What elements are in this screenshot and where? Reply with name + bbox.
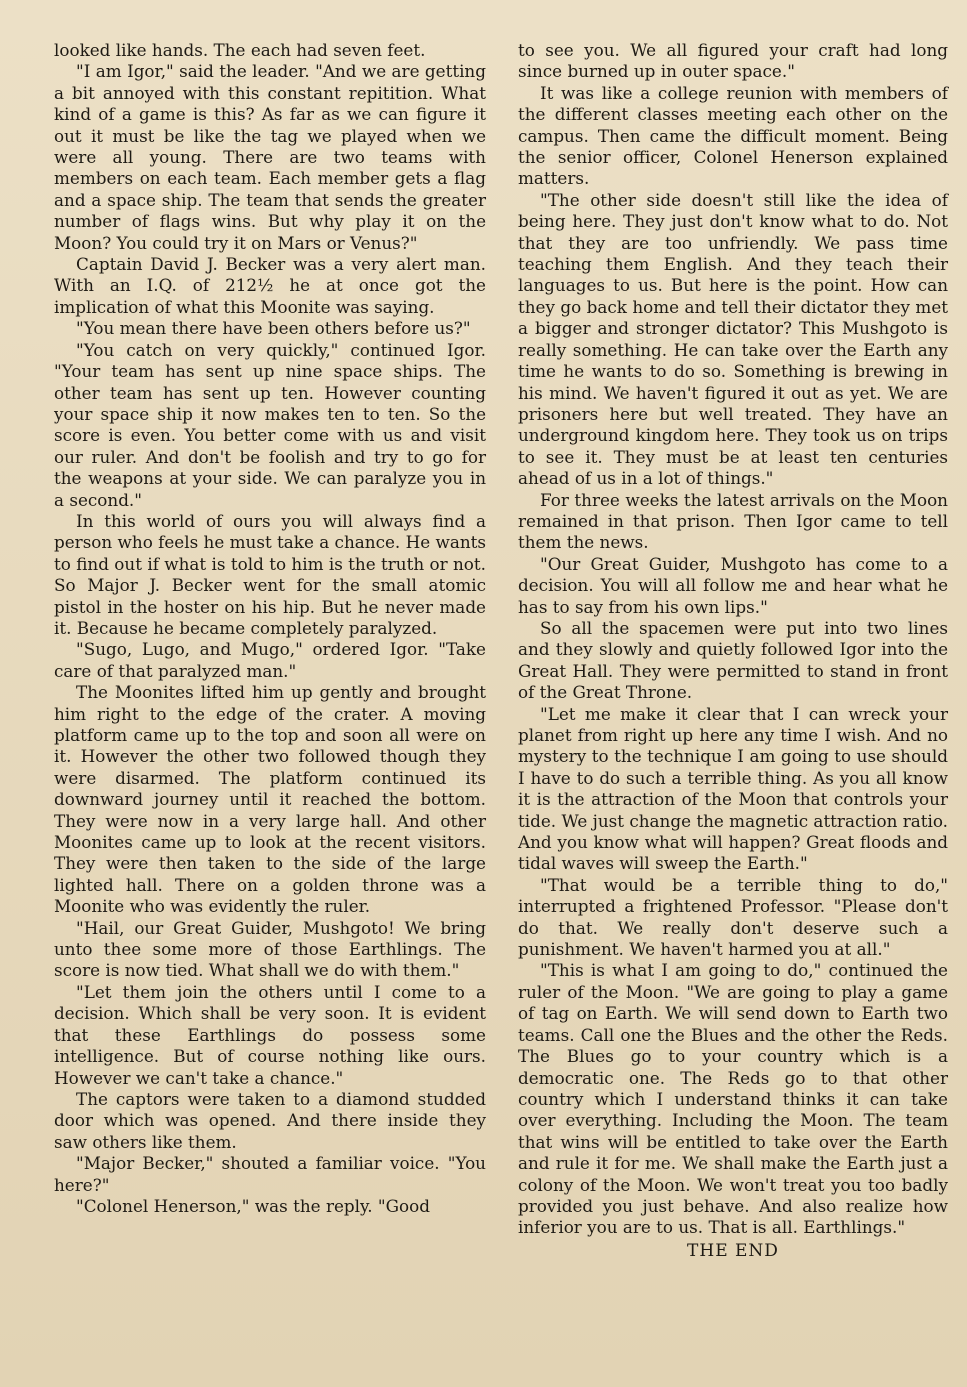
paragraph: The Moonites lifted him up gently and brought him right to the edge of the crater. A moving platform came up to the top and soon all were on it. However the other two followed though they were disarmed. The platform continued its downward journey until it reached the bottom. They were now in a very large hall. And other Moonites came up to look at the recent visitors. They were then taken to the side of the large lighted hall. There on a golden throne was a Moonite who was evidently the ruler. — [54, 682, 486, 917]
paragraph: It was like a college reunion with members of the different classes meeting each other on the campus. Then came the difficult moment. Being the senior officer, Colonel Henerson explained matters. — [518, 82, 948, 189]
paragraph: "Hail, our Great Guider, Mushgoto! We bring unto thee some more of those Earthlings. The score is now tied. What shall we do with them." — [54, 917, 486, 981]
left-text-column — [54, 40, 486, 1217]
paragraph: So all the spacemen were put into two lines and they slowly and quietly followed Igor into the Great Hall. They were permitted to stand in front of the Great Throne. — [518, 617, 948, 703]
paragraph: "You mean there have been others before us?" — [76, 318, 471, 339]
paragraph: The captors were taken to a diamond studded door which was opened. And there inside they saw others like them. — [54, 1088, 486, 1152]
the-end-label: THE END — [687, 1240, 779, 1261]
paragraph: In this world of ours you will always find a person who feels he must take a chance. He wants to find out if what is told to him is the truth or not. So Major J. Becker went for the small atomic pistol in the hoster on his hip. But he never made it. Because he became completely paralyzed. — [54, 510, 487, 638]
paragraph: "Let them join the others until I come to a decision. Which shall be very soon. It is evident that these Earthlings do possess some intelligence. But of course nothing like ours. However we can't take a chance." — [54, 981, 486, 1088]
paragraph: "This is what I am going to do," continued the ruler of the Moon. "We are going to play a game of tag on Earth. We will send down to Earth two teams. Call one the Blues and the other the Reds. The Blues go to your country which is a democratic one. The Reds go to that other country which I understand thinks it can take over everything. Including the Moon. The team that wins will be entitled to take over the Earth and rule it for me. We shall make the Earth just a colony of the Moon. We won't treat you too badly provided you just behave. And also realize how inferior you are to us. That is all. Earthlings." — [518, 960, 948, 1238]
paragraph: to see you. We all figured your craft had long since burned up in outer space." — [518, 40, 948, 82]
paragraph: "You catch on very quickly," continued Igor. "Your team has sent up nine space ships. The other team has sent up ten. However counting your space ship it now makes ten to ten. So the score is even. You better come with us and visit our ruler. And don't be foolish and try to go for the weapons at your side. We can paralyze you in a second." — [54, 339, 486, 510]
paragraph: "Let me make it clear that I can wreck your planet from right up here any time I wish. And no mystery to the technique I am going to use should I have to do such a terrible thing. As you all know it is the attraction of the Moon that controls your tide. We just change the magnetic attraction ratio. And you know what will happen? Great floods and tidal waves will sweep the Earth." — [518, 703, 948, 874]
paragraph: "The other side doesn't still like the idea of being here. They just don't know what to do. Not that they are too unfriendly. We pass time teaching them English. And they teach their languages to us. But here is the point. How can they go back home and tell their dictator they met a bigger and stronger dictator? This Mushgoto is really something. He can take over the Earth any time he wants to do so. Something is brewing in his mind. We haven't figured it out as yet. We are prisoners here but well treated. They have an underground kingdom here. They took us on trips to see it. They must be at least ten centuries ahead of us in a lot of things." — [518, 189, 948, 489]
paragraph: "I am Igor," said the leader. "And we are getting a bit annoyed with this constant repitition. What kind of a game is this? As far as we can figure it out it must be like the tag we played when we were all young. There are two teams with members on each team. Each member gets a flag and a space ship. The team that sends the greater number of flags wins. But why play it on the Moon? You could try it on Mars or Venus?" — [54, 61, 486, 253]
paragraph: For three weeks the latest arrivals on the Moon remained in that prison. Then Igor came to tell them the news. — [518, 489, 948, 553]
paragraph: "That would be a terrible thing to do," interrupted a frightened Professor. "Please don't do that. We really don't deserve such a punishment. We haven't harmed you at all." — [518, 874, 948, 960]
paragraph: "Sugo, Lugo, and Mugo," ordered Igor. "Take care of that paralyzed man." — [54, 639, 486, 681]
paragraph: "Our Great Guider, Mushgoto has come to a decision. You will all follow me and hear what he has to say from his own lips." — [518, 553, 948, 617]
paragraph: looked like hands. The each had seven feet. — [54, 40, 426, 60]
paragraph: "Colonel Henerson," was the reply. "Good — [76, 1195, 430, 1216]
paragraph: "Major Becker," shouted a familiar voice. "You here?" — [54, 1153, 486, 1195]
right-text-column — [518, 40, 948, 1262]
paragraph: Captain David J. Becker was a very alert man. With an I.Q. of 212½ he at once got the implication of what this Moonite was saying. — [54, 254, 486, 317]
